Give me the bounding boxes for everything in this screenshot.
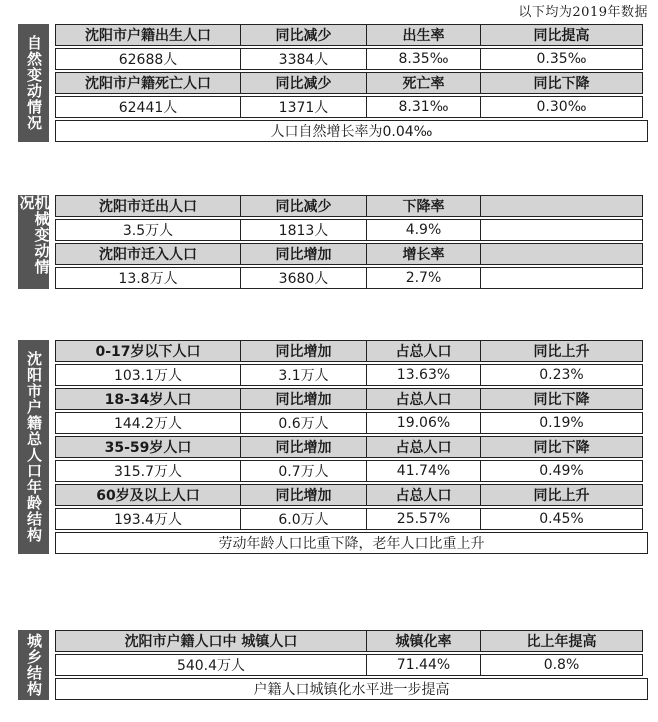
value-cell: 3384人	[241, 48, 367, 70]
value-cell: 1813人	[241, 219, 367, 241]
value-cell: 13.63%	[367, 364, 481, 386]
value-cell: 0.19%	[481, 412, 643, 434]
header-cell: 占总人口	[367, 436, 481, 458]
value-row	[55, 267, 648, 289]
header-cell: 同比减少	[241, 195, 367, 217]
header-cell: 60岁及以上人口	[55, 484, 241, 506]
header-cell: 出生率	[367, 24, 481, 46]
value-cell: 6.0万人	[241, 508, 367, 530]
value-cell	[481, 267, 643, 289]
value-cell: 3.1万人	[241, 364, 367, 386]
value-cell: 0.6万人	[241, 412, 367, 434]
summary-row	[55, 120, 648, 142]
section-title: 城乡结构	[25, 633, 43, 697]
value-row	[55, 508, 648, 530]
header-cell: 沈阳市户籍人口中 城镇人口	[55, 630, 367, 652]
header-cell	[481, 195, 643, 217]
header-cell: 同比增加	[241, 243, 367, 265]
header-row	[55, 436, 648, 458]
summary-row	[55, 678, 648, 700]
migration-change-table	[55, 195, 648, 291]
header-cell: 占总人口	[367, 340, 481, 362]
header-cell: 沈阳市户籍死亡人口	[55, 72, 241, 94]
header-cell: 同比增加	[241, 388, 367, 410]
header-row	[55, 243, 648, 265]
value-cell: 3680人	[241, 267, 367, 289]
header-cell: 同比提高	[481, 24, 643, 46]
value-cell: 13.8万人	[55, 267, 241, 289]
value-cell: 0.8%	[481, 654, 643, 676]
value-row	[55, 48, 648, 70]
header-cell: 同比上升	[481, 484, 643, 506]
value-row	[55, 364, 648, 386]
header-row	[55, 484, 648, 506]
header-cell: 同比下降	[481, 72, 643, 94]
value-cell: 0.45%	[481, 508, 643, 530]
header-row	[55, 388, 648, 410]
value-row	[55, 219, 648, 241]
value-cell: 144.2万人	[55, 412, 241, 434]
value-row	[55, 96, 648, 118]
value-cell: 540.4万人	[55, 654, 367, 676]
value-cell	[481, 219, 643, 241]
value-cell: 62441人	[55, 96, 241, 118]
value-cell: 71.44%	[367, 654, 481, 676]
value-row	[55, 460, 648, 482]
header-cell: 占总人口	[367, 484, 481, 506]
section-title: 沈阳市户籍总人口年龄结构	[25, 351, 43, 543]
value-cell: 8.31‰	[367, 96, 481, 118]
value-cell: 0.23%	[481, 364, 643, 386]
natural-change-table	[55, 24, 648, 144]
value-cell: 41.74%	[367, 460, 481, 482]
header-cell: 城镇化率	[367, 630, 481, 652]
value-row	[55, 654, 648, 676]
header-cell: 占总人口	[367, 388, 481, 410]
header-row	[55, 340, 648, 362]
header-cell: 同比下降	[481, 436, 643, 458]
value-cell: 1371人	[241, 96, 367, 118]
age-structure-table	[55, 340, 648, 556]
header-cell: 18-34岁人口	[55, 388, 241, 410]
value-cell: 315.7万人	[55, 460, 241, 482]
header-cell	[481, 243, 643, 265]
header-cell: 死亡率	[367, 72, 481, 94]
age-structure-side-label	[18, 340, 49, 554]
header-cell: 同比减少	[241, 24, 367, 46]
header-cell: 增长率	[367, 243, 481, 265]
value-cell: 19.06%	[367, 412, 481, 434]
value-cell: 25.57%	[367, 508, 481, 530]
value-cell: 0.49%	[481, 460, 643, 482]
header-cell: 沈阳市迁出人口	[55, 195, 241, 217]
section-title: 自然变动情况	[25, 35, 43, 131]
header-cell: 下降率	[367, 195, 481, 217]
header-cell: 同比减少	[241, 72, 367, 94]
value-cell: 62688人	[55, 48, 241, 70]
natural-change-side-label	[18, 24, 49, 142]
header-cell: 同比增加	[241, 340, 367, 362]
value-cell: 8.35‰	[367, 48, 481, 70]
value-cell: 4.9%	[367, 219, 481, 241]
urban-rural-side-label	[18, 630, 49, 700]
summary-cell: 户籍人口城镇化水平进一步提高	[55, 678, 648, 700]
header-cell: 0-17岁以下人口	[55, 340, 241, 362]
section-title: 机械变动情况	[17, 195, 51, 275]
header-cell: 同比下降	[481, 388, 643, 410]
header-cell: 同比上升	[481, 340, 643, 362]
summary-row	[55, 532, 648, 554]
migration-change-side-label	[18, 195, 49, 289]
value-cell: 2.7%	[367, 267, 481, 289]
value-cell: 193.4万人	[55, 508, 241, 530]
value-cell: 3.5万人	[55, 219, 241, 241]
value-row	[55, 412, 648, 434]
header-cell: 同比增加	[241, 436, 367, 458]
header-row	[55, 24, 648, 46]
header-row	[55, 195, 648, 217]
data-year-note: 以下均为2019年数据	[518, 5, 648, 20]
header-cell: 沈阳市迁入人口	[55, 243, 241, 265]
value-cell: 0.7万人	[241, 460, 367, 482]
summary-cell: 劳动年龄人口比重下降，老年人口比重上升	[55, 532, 648, 554]
header-cell: 35-59岁人口	[55, 436, 241, 458]
value-cell: 0.35‰	[481, 48, 643, 70]
value-cell: 103.1万人	[55, 364, 241, 386]
summary-cell: 人口自然增长率为0.04‰	[55, 120, 648, 142]
header-cell: 沈阳市户籍出生人口	[55, 24, 241, 46]
header-row	[55, 72, 648, 94]
urban-rural-table	[55, 630, 648, 702]
header-cell: 比上年提高	[481, 630, 643, 652]
value-cell: 0.30‰	[481, 96, 643, 118]
header-cell: 同比增加	[241, 484, 367, 506]
header-row	[55, 630, 648, 652]
